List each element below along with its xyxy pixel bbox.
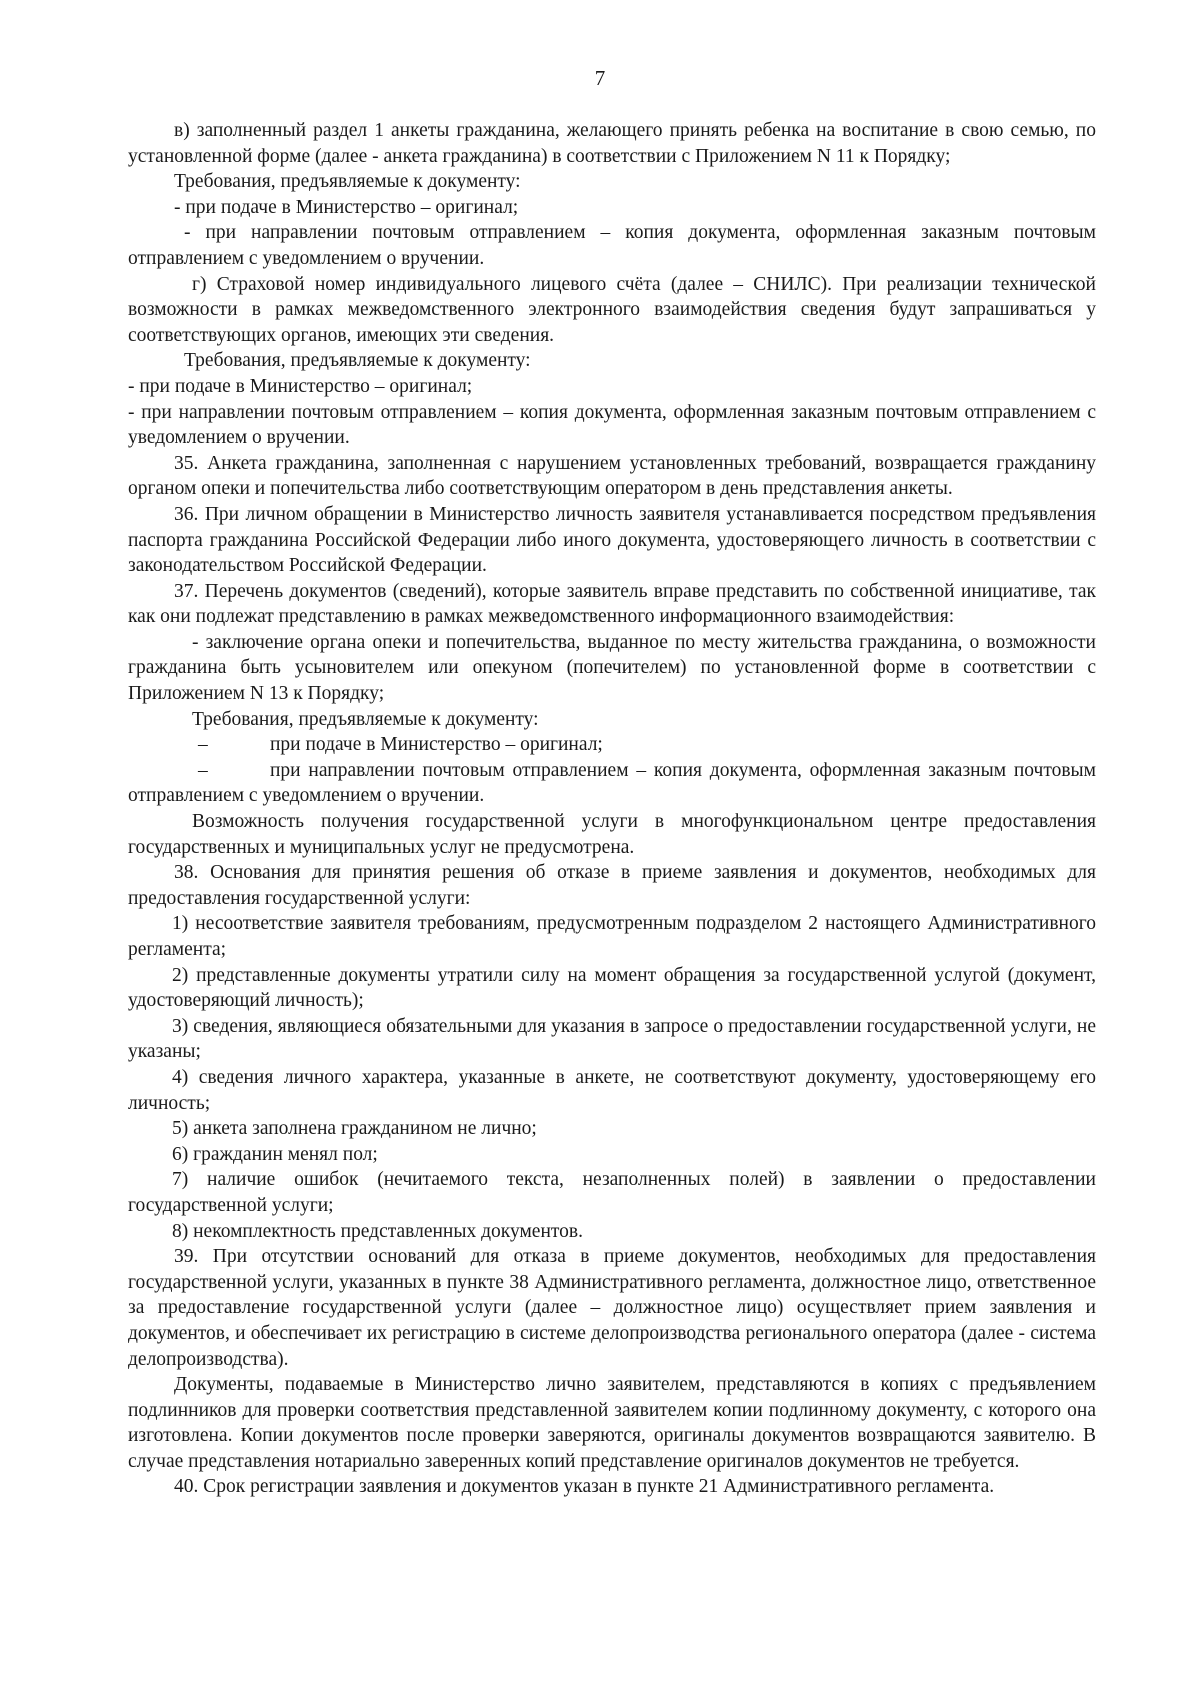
paragraph: - при направлении почтовым отправлением – копия документа, оформленная заказным почтовым отправлением с уведомлением о вручении. — [128, 401, 1096, 449]
dash-list-item — [128, 732, 1096, 758]
paragraph: 39. При отсутствии оснований для отказа в приеме документов, необходимых для предоставления государственной услуги, указанных в пункте 38 Административного регламента, должностное лицо, ответственное за предоставление государственной услуги (далее – должностное лицо) осуществляет прием заявления и документов, и обеспечивает их регистрацию в системе делопроизводства регионального оператора (далее - система делопроизводства). — [128, 1246, 1096, 1370]
page-number: 7 — [594, 66, 606, 90]
list-item: 5) анкета заполнена гражданином не лично; — [172, 1118, 537, 1140]
list-item: 4) сведения личного характера, указанные в анкете, не соответствуют документу, удостоверяющему его личность; — [128, 1066, 1096, 1114]
paragraph: Требования, предъявляемые к документу: — [174, 171, 521, 193]
paragraph: - при подаче в Министерство – оригинал; — [174, 196, 519, 218]
list-item: 7) наличие ошибок (нечитаемого текста, незаполненных полей) в заявлении о предоставлении государственной услуги; — [128, 1169, 1096, 1216]
paragraph: 35. Анкета гражданина, заполненная с нарушением установленных требований, возвращается гражданину органом опеки и попечительства либо соответствующим оператором в день представления анкеты. — [128, 452, 1096, 500]
paragraph: в) заполненный раздел 1 анкеты гражданина, желающего принять ребенка на воспитание в свою семью, по установленной форме (далее - анкета гражданина) в соответствии с Приложением N 11 к Порядку; — [128, 120, 1096, 167]
paragraph: - заключение органа опеки и попечительства, выданное по месту жительства гражданина, о возможности гражданина быть усыновителем или опекуном (попечителем) по установленной форме в соответствии с Приложением N 13 к Порядку; — [128, 631, 1096, 705]
document-body — [128, 118, 1096, 1500]
list-item: 3) сведения, являющиеся обязательными для указания в запросе о предоставлении государственной услуги, не указаны; — [128, 1015, 1096, 1063]
paragraph: г) Страховой номер индивидуального лицевого счёта (далее – СНИЛС). При реализации технической возможности в рамках межведомственного электронного взаимодействия сведения будут запрашиваться у соответствующих органов, имеющих эти сведения. — [128, 273, 1096, 346]
paragraph: Требования, предъявляемые к документу: — [184, 350, 531, 372]
paragraph: 37. Перечень документов (сведений), которые заявитель вправе представить по собственной инициативе, так как они подлежат представлению в рамках межведомственного информационного взаимодействия: — [128, 580, 1096, 628]
dash-list-text: при подаче в Министерство – оригинал; — [270, 734, 603, 756]
dash-list-text: при направлении почтовым отправлением – копия документа, оформленная заказным почтовым отправлением с уведомлением о вручении. — [128, 759, 1096, 807]
dash-glyph: – — [198, 759, 208, 781]
list-item: 1) несоответствие заявителя требованиям, предусмотренным подразделом 2 настоящего Административного регламента; — [128, 913, 1096, 960]
dash-glyph: – — [198, 734, 208, 756]
paragraph: Возможность получения государственной услуги в многофункциональном центре предоставления государственных и муниципальных услуг не предусмотрена. — [128, 811, 1096, 858]
list-item: 2) представленные документы утратили силу на момент обращения за государственной услугой (документ, удостоверяющий личность); — [128, 964, 1096, 1012]
list-item: 8) некомплектность представленных документов. — [172, 1220, 583, 1242]
paragraph: 40. Срок регистрации заявления и документов указан в пункте 21 Административного регламента. — [174, 1476, 995, 1498]
paragraph: Требования, предъявляемые к документу: — [192, 708, 539, 730]
paragraph: - при направлении почтовым отправлением – копия документа, оформленная заказным почтовым отправлением с уведомлением о вручении. — [128, 222, 1096, 269]
paragraph: Документы, подаваемые в Министерство лично заявителем, представляются в копиях с предъявлением подлинников для проверки соответствия представленной заявителем копии подлинному документу, с которого она изготовлена. Копии документов после проверки заверяются, оригиналы документов возвращаются заявителю. В случае представления нотариально заверенных копий представление оригиналов документов не требуется. — [128, 1374, 1096, 1472]
paragraph: 36. При личном обращении в Министерство личность заявителя устанавливается посредством предъявления паспорта гражданина Российской Федерации либо иного документа, удостоверяющего личность в соответствии с законодательством Российской Федерации. — [128, 503, 1096, 577]
paragraph: - при подаче в Министерство – оригинал; — [128, 375, 473, 397]
dash-list-item — [128, 758, 1096, 809]
paragraph: 38. Основания для принятия решения об отказе в приеме заявления и документов, необходимых для предоставления государственной услуги: — [128, 862, 1096, 909]
list-item: 6) гражданин менял пол; — [172, 1143, 378, 1165]
